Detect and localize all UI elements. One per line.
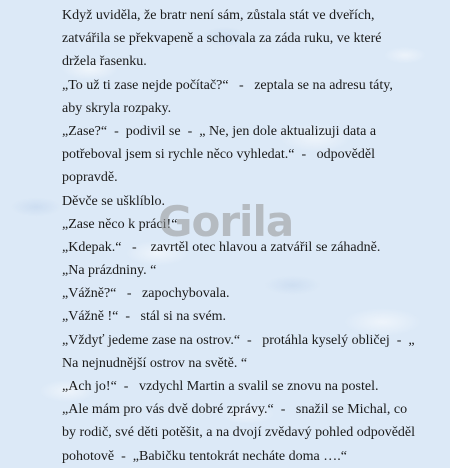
text-body (62, 4, 446, 468)
text-line: aby skryla rozpaky. (62, 100, 172, 116)
text-line: „Ale mám pro vás dvě dobré zprávy.“ - snažil se Michal, co (62, 402, 408, 418)
text-line: zatvářila se překvapeně a schovala za záda ruku, ve které (62, 31, 382, 47)
text-line: „Vážně !“ - stál si na svém. (62, 309, 227, 325)
text-line: popravdě. (62, 170, 118, 186)
text-line: „To už ti zase nejde počítač?“ - zeptala se na adresu táty, (62, 77, 393, 93)
text-line: držela řasenku. (62, 54, 147, 70)
text-line: Když uviděla, že bratr není sám, zůstala stát ve dveřích, (62, 8, 375, 23)
text-line: Děvče se ušklíblo. (62, 193, 166, 209)
text-line: „Vážně?“ - zapochybovala. (62, 286, 230, 302)
text-line: „Ach jo!“ - vzdychl Martin a svalil se znovu na postel. (62, 379, 379, 394)
text-line: „Na prázdniny. “ (62, 263, 157, 279)
text-line: „Kdepak.“ - zavrtěl otec hlavou a zatvářil se záhadně. (62, 239, 381, 255)
text-line: Na nejnudnější ostrov na světě. “ (62, 355, 248, 371)
text-line: by rodič, své děti potěšit, a na dvojí zvědavý pohled odpověděl (62, 425, 416, 441)
text-line: „Vždyť jedeme zase na ostrov.“ - protáhla kyselý obličej - „ (62, 332, 415, 348)
text-line: pohotově - „Babičku tentokrát necháte doma ….“ (62, 448, 347, 464)
text-line: potřeboval jsem si rychle něco vyhledat.“ - odpověděl (62, 147, 375, 163)
watermark-text: Gorila (158, 197, 294, 246)
text-line: „Zase něco k práci!“ (62, 216, 178, 232)
text-line: „Zase?“ - podivil se - „ Ne, jen dole aktualizuji data a (62, 123, 377, 139)
